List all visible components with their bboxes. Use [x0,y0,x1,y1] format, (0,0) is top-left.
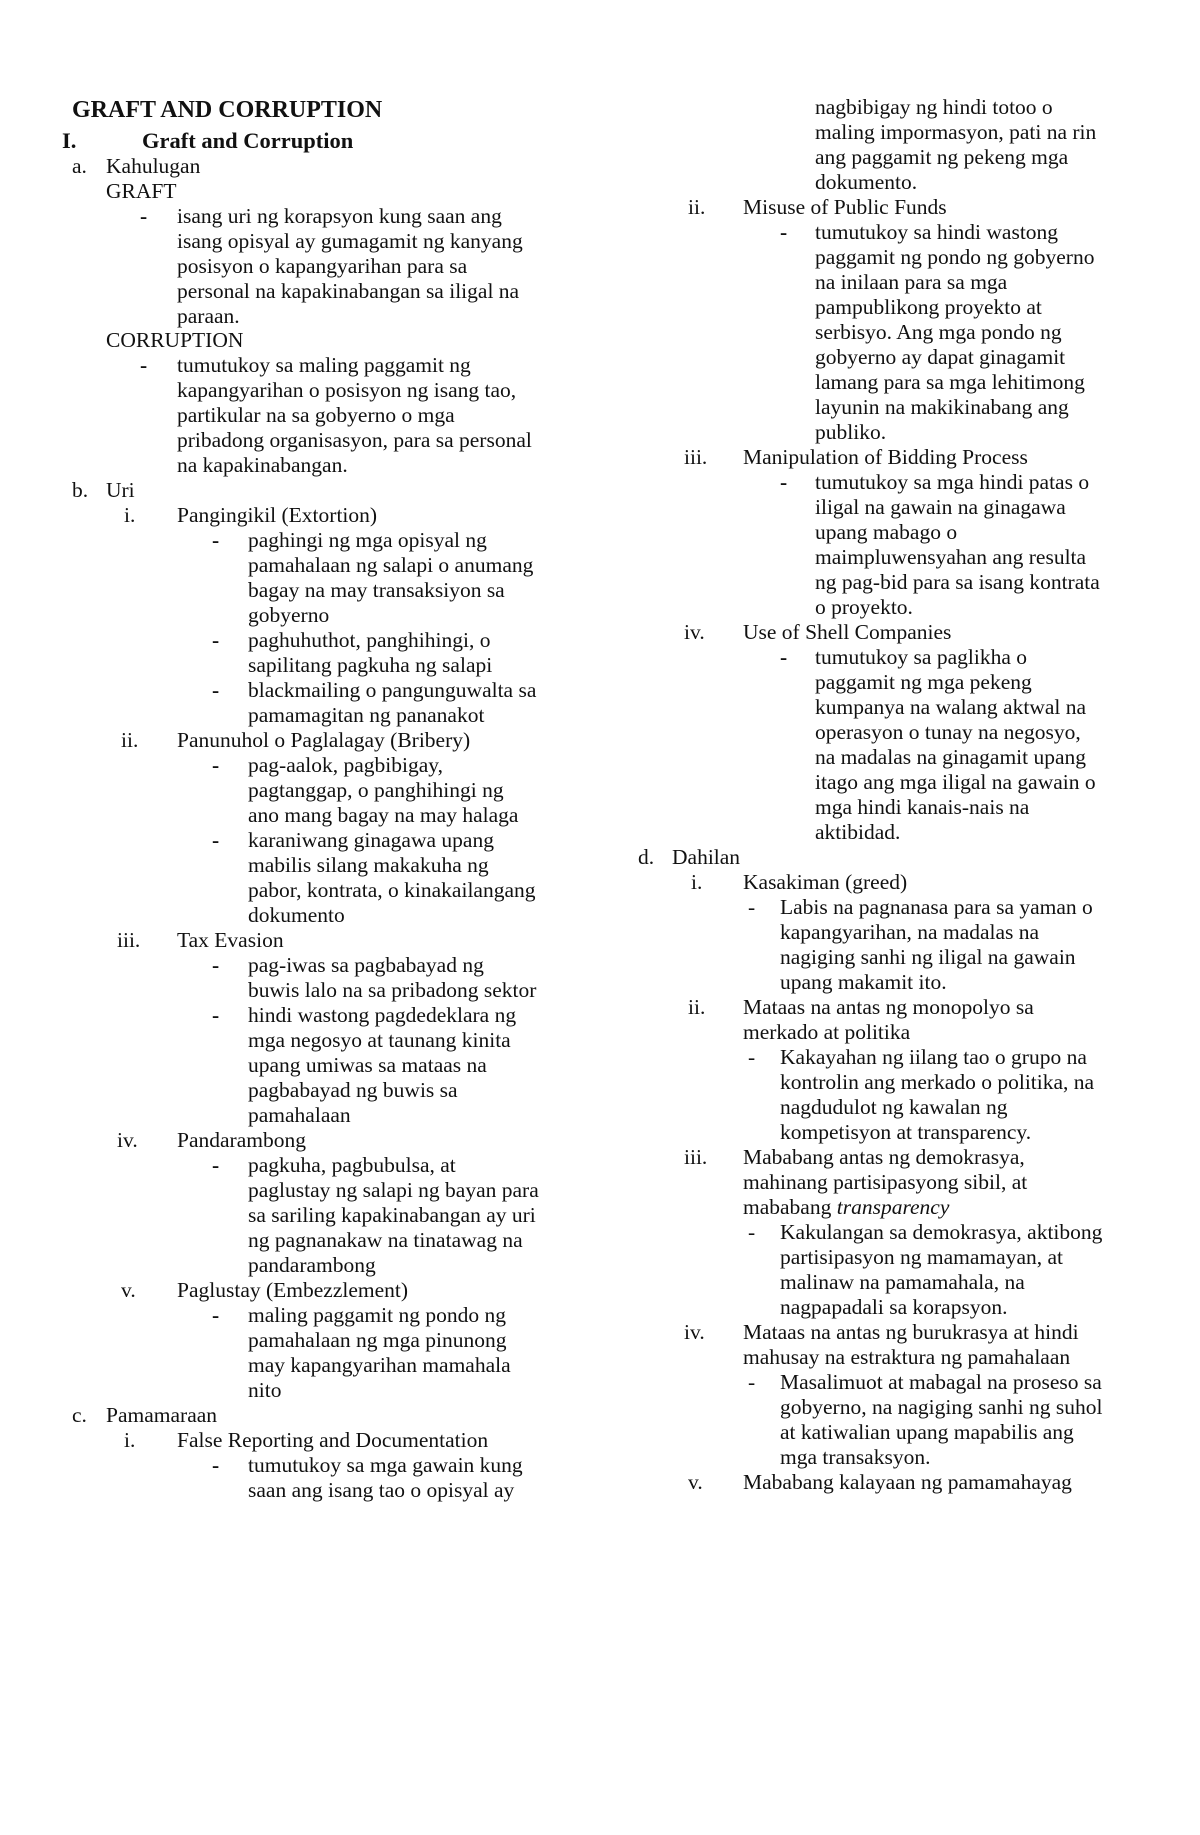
item-title: Mataas na antas ng burukrasya at hindi [743,1320,1079,1344]
term-label: CORRUPTION [106,328,244,352]
text-line: mga hindi kanais-nais na [815,795,1030,819]
text-line: malinaw na pamamahala, na [780,1270,1025,1294]
bullet-marker: - [780,645,788,669]
item-title: Panunuhol o Paglalagay (Bribery) [177,728,471,752]
item-title: Mababang antas ng demokrasya, [743,1145,1025,1169]
text-line: pamahalaan ng salapi o anumang [248,553,534,577]
text-line: upang umiwas sa mataas na [248,1053,487,1077]
text-line: tumutukoy sa paglikha o [815,645,1027,669]
item-title: Mataas na antas ng monopolyo sa [743,995,1034,1019]
section-title: Graft and Corruption [142,128,354,153]
item-marker: iii. [117,928,141,952]
item-title: Paglustay (Embezzlement) [177,1278,409,1302]
subsection-heading: Uri [106,478,135,502]
item-title: Manipulation of Bidding Process [743,445,1028,469]
text-line: at katiwalian upang mapabilis ang [780,1420,1074,1444]
text-line: paggamit ng mga pekeng [815,670,1032,694]
text-line: pagkuha, pagbubulsa, at [248,1153,456,1177]
text-line: mga transaksyon. [780,1445,931,1469]
text-line: maling paggamit ng pondo ng [248,1303,506,1327]
item-title: Tax Evasion [177,928,284,952]
text-line: kumpanya na walang aktwal na [815,695,1087,719]
item-marker: v. [688,1470,703,1494]
text-line: kontrolin ang merkado o politika, na [780,1070,1095,1094]
text-line: pag-aalok, pagbibigay, [248,753,444,777]
text-line: tumutukoy sa mga gawain kung [248,1453,523,1477]
term-label: GRAFT [106,179,177,203]
text-line: personal na kapakinabangan sa iligal na [177,279,520,303]
text-line: kompetisyon at transparency. [780,1120,1032,1144]
item-marker: i. [124,1428,136,1452]
text-line: kapangyarihan o posisyon ng isang tao, [177,378,517,402]
item-title: Pandarambong [177,1128,306,1152]
text-line: Kakayahan ng iilang tao o grupo na [780,1045,1087,1069]
text-line: aktibidad. [815,820,901,844]
title-italic: transparency [836,1195,950,1219]
text-line: karaniwang ginagawa upang [248,828,494,852]
text-line: operasyon o tunay na negosyo, [815,720,1081,744]
subsection-marker: c. [72,1403,87,1427]
bullet-marker: - [212,953,220,977]
item-marker: iii. [684,445,708,469]
text-line: pribadong organisasyon, para sa personal [177,428,532,452]
text-line: Kakulangan sa demokrasya, aktibong [780,1220,1103,1244]
item-marker: iii. [684,1145,708,1169]
text-line: isang uri ng korapsyon kung saan ang [177,204,502,228]
text-line: paglustay ng salapi ng bayan para [248,1178,539,1202]
subsection-marker: b. [72,478,89,502]
subsection-marker: a. [72,154,87,178]
text-line: dokumento [248,903,345,927]
item-marker: ii. [688,195,706,219]
bullet-marker: - [140,353,148,377]
text-line: upang mabago o [815,520,958,544]
text-line: gobyerno ay dapat ginagamit [815,345,1066,369]
text-line: sapilitang pagkuha ng salapi [248,653,493,677]
text-line: nagiging sanhi ng iligal na gawain [780,945,1076,969]
item-marker: i. [691,870,703,894]
text-line: pamahalaan [248,1103,351,1127]
item-title: Pangingikil (Extortion) [177,503,378,527]
text-line: pampublikong proyekto at [815,295,1042,319]
dash-marker: - [748,1370,756,1394]
text-line: ng pagnanakaw na tinatawag na [248,1228,523,1252]
text-line: paraan. [177,304,240,328]
dash-marker: - [748,1220,756,1244]
text-line: paghuhuthot, panghihingi, o [248,628,491,652]
text-line: pag-iwas sa pagbabayad ng [248,953,484,977]
text-line: gobyerno, na nagiging sanhi ng suhol [780,1395,1103,1419]
text-line: pandarambong [248,1253,376,1277]
text-line: buwis lalo na sa pribadong sektor [248,978,537,1002]
text-line: nito [248,1378,282,1402]
item-marker: ii. [688,995,706,1019]
bullet-marker: - [212,753,220,777]
text-line: nagdudulot ng kawalan ng [780,1095,1008,1119]
bullet-marker: - [212,1303,220,1327]
text-line: tumutukoy sa mga hindi patas o [815,470,1090,494]
item-title: Misuse of Public Funds [743,195,947,219]
text-line: partikular na sa gobyerno o mga [177,403,455,427]
item-marker: i. [124,503,136,527]
text-line: iligal na gawain na ginagawa [815,495,1066,519]
bullet-marker: - [212,678,220,702]
bullet-marker: - [212,528,220,552]
item-marker: iv. [684,620,705,644]
text-line: nagpapadali sa korapsyon. [780,1295,1008,1319]
text-line: gobyerno [248,603,330,627]
dash-marker: - [748,895,756,919]
title-plain: mababang [743,1195,837,1219]
bullet-marker: - [212,628,220,652]
text-line: partisipasyon ng mamamayan, at [780,1245,1064,1269]
text-line: may kapangyarihan mamahala [248,1353,511,1377]
section-number: I. [62,128,77,153]
text-line: pagtanggap, o panghihingi ng [248,778,504,802]
subsection-heading: Kahulugan [106,154,201,178]
subsection-heading: Pamamaraan [106,1403,218,1427]
text-line: saan ang isang tao o opisyal ay [248,1478,515,1502]
subsection-marker: d. [638,845,655,869]
text-line: ano mang bagay na may halaga [248,803,519,827]
text-line: mabilis silang makakuha ng [248,853,489,877]
text-line: itago ang mga iligal na gawain o [815,770,1096,794]
text-line: layunin na makikinabang ang [815,395,1069,419]
subsection-heading: Dahilan [672,845,741,869]
bullet-marker: - [212,1453,220,1477]
text-line: nagbibigay ng hindi totoo o [815,95,1053,119]
bullet-marker: - [780,470,788,494]
item-marker: iv. [117,1128,138,1152]
text-line: na madalas na ginagamit upang [815,745,1087,769]
text-line: pamahalaan ng mga pinunong [248,1328,507,1352]
text-line: paghingi ng mga opisyal ng [248,528,487,552]
text-line: maling impormasyon, pati na rin [815,120,1097,144]
text-line: pabor, kontrata, o kinakailangang [248,878,536,902]
text-line: serbisyo. Ang mga pondo ng [815,320,1062,344]
text-line: hindi wastong pagdedeklara ng [248,1003,517,1027]
text-line: ng pag-bid para sa isang kontrata [815,570,1100,594]
item-title: Use of Shell Companies [743,620,952,644]
text-line: ang paggamit ng pekeng mga [815,145,1069,169]
text-line: upang makamit ito. [780,970,947,994]
item-title: merkado at politika [743,1020,911,1044]
bullet-marker: - [212,828,220,852]
text-line: o proyekto. [815,595,913,619]
text-line: tumutukoy sa maling paggamit ng [177,353,471,377]
text-line: Masalimuot at mabagal na proseso sa [780,1370,1102,1394]
item-marker: ii. [121,728,139,752]
text-line: bagay na may transaksiyon sa [248,578,505,602]
text-line: isang opisyal ay gumagamit ng kanyang [177,229,523,253]
item-title: False Reporting and Documentation [177,1428,489,1452]
text-line: blackmailing o pangunguwalta sa [248,678,537,702]
item-title: Mababang kalayaan ng pamamahayag [743,1470,1072,1494]
bullet-marker: - [140,204,148,228]
bullet-marker: - [212,1153,220,1177]
text-line: lamang para sa mga lehitimong [815,370,1085,394]
dash-marker: - [748,1045,756,1069]
bullet-marker: - [212,1003,220,1027]
text-line: Labis na pagnanasa para sa yaman o [780,895,1093,919]
text-line: sa sariling kapakinabangan ay uri [248,1203,536,1227]
text-line: tumutukoy sa hindi wastong [815,220,1059,244]
item-title: mahinang partisipasyong sibil, at [743,1170,1028,1194]
text-line: publiko. [815,420,887,444]
text-line: kapangyarihan, na madalas na [780,920,1040,944]
item-marker: v. [121,1278,136,1302]
item-title: Kasakiman (greed) [743,870,908,894]
text-line: pamamagitan ng pananakot [248,703,485,727]
text-line: dokumento. [815,170,918,194]
document-title: GRAFT AND CORRUPTION [72,97,383,123]
item-title: mahusay na estraktura ng pamahalaan [743,1345,1071,1369]
text-line: maimpluwensyahan ang resulta [815,545,1087,569]
text-line: mga negosyo at taunang kinita [248,1028,511,1052]
bullet-marker: - [780,220,788,244]
text-line: na kapakinabangan. [177,453,348,477]
text-line: na inilaan para sa mga [815,270,1008,294]
text-line: paggamit ng pondo ng gobyerno [815,245,1095,269]
text-line: posisyon o kapangyarihan para sa [177,254,468,278]
text-line: pagbabayad ng buwis sa [248,1078,458,1102]
item-marker: iv. [684,1320,705,1344]
